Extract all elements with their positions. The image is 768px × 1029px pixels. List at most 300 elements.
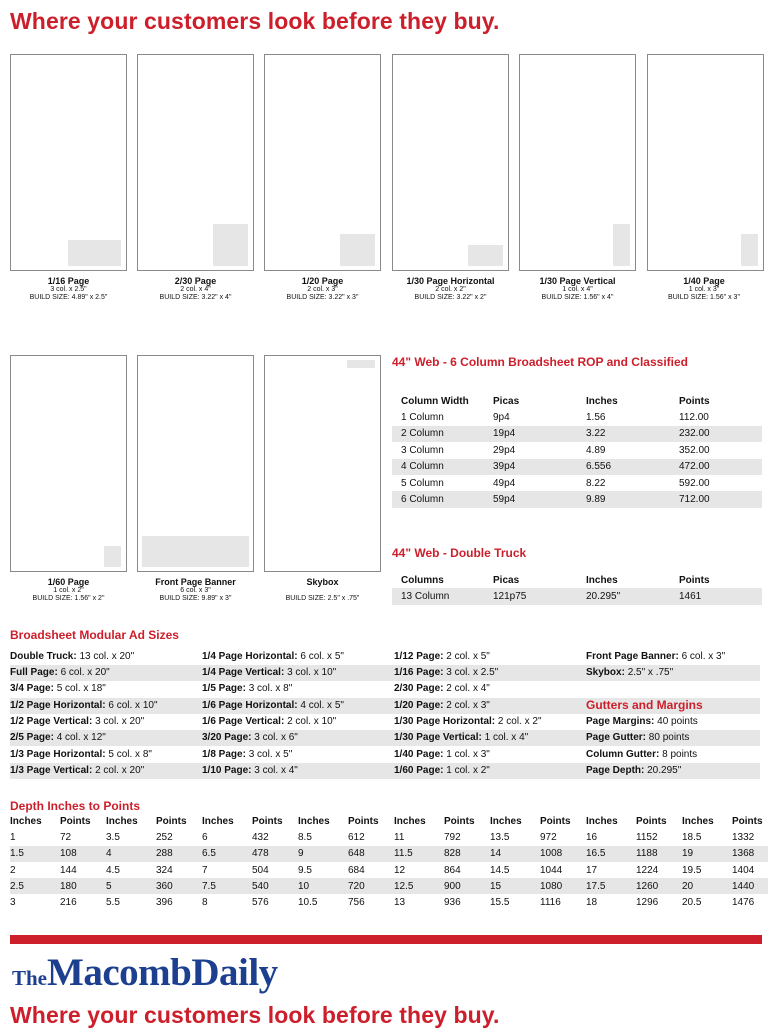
header-points: Points: [732, 815, 763, 827]
size-label: Front Page Banner:: [586, 651, 679, 662]
table-row: [10, 878, 768, 894]
caption-size: 2 col. x 3": [307, 286, 338, 294]
cell: 232.00: [679, 426, 762, 442]
size-entry: [586, 665, 673, 681]
cell: 13.5: [490, 831, 510, 843]
thumb-2-30-page: [137, 54, 254, 271]
logo-the: The: [12, 966, 48, 990]
size-value: 5 col. x 18": [56, 683, 106, 694]
size-value: 5 col. x 8": [108, 749, 152, 760]
size-value: 4 col. x 12": [56, 732, 106, 743]
size-value: 2 col. x 4": [446, 683, 490, 694]
size-label: 1/5 Page:: [202, 683, 246, 694]
table-row: [392, 588, 762, 604]
cell: 19p4: [493, 426, 586, 442]
size-label: Skybox:: [586, 667, 625, 678]
caption-title: 1/40 Page: [683, 276, 725, 286]
cell: 6: [202, 831, 208, 843]
cell: 20.295": [586, 588, 679, 604]
header-cell: Column Width: [401, 395, 469, 407]
cell: 15.5: [490, 897, 510, 909]
gutters-title-bg: [586, 681, 762, 697]
cell: 49p4: [493, 477, 516, 489]
header-inches: Inches: [10, 815, 42, 827]
truck-title: 44" Web - Double Truck: [392, 546, 527, 560]
table-header-row: [392, 393, 762, 409]
cell: 7.5: [202, 878, 252, 894]
size-value: 3 col. x 6": [254, 732, 298, 743]
gutter-label: Page Gutter:: [586, 732, 647, 743]
caption-size: 1 col. x 3": [688, 286, 720, 294]
truck-table: [392, 572, 762, 605]
cell: 11: [394, 831, 405, 843]
cell: 712.00: [679, 491, 762, 507]
size-label: 1/30 Page Vertical:: [394, 732, 482, 743]
cell: 252: [156, 831, 173, 843]
thumb-1-20-page: [264, 54, 381, 271]
cell: 5: [106, 878, 156, 894]
size-value: 3 col. x 5": [248, 749, 293, 760]
cell: 3.5: [106, 831, 120, 843]
caption-size: 2 col. x 2": [435, 286, 466, 294]
cell: 3.22: [586, 426, 679, 442]
size-value: 2 col. x 2": [497, 716, 542, 727]
size-value: 1 col. x 4": [484, 732, 529, 743]
cell: 720: [348, 878, 394, 894]
size-entry: [202, 714, 336, 730]
caption: [137, 276, 254, 302]
cell: 6.556: [586, 459, 679, 475]
header-points: Points: [252, 815, 283, 827]
cell: 12.5: [394, 878, 444, 894]
thumb-1-30-horizontal: [392, 54, 509, 271]
size-label: Full Page:: [10, 667, 58, 678]
cell: 112.00: [679, 412, 709, 424]
cell: 472.00: [679, 459, 762, 475]
cell: 4 Column: [392, 459, 493, 475]
cell: 360: [156, 878, 202, 894]
cell: 9.89: [586, 491, 679, 507]
table-row: [392, 442, 762, 458]
cell: 10: [298, 878, 348, 894]
caption-size: 1 col. x 4": [562, 286, 593, 294]
header-points: Points: [348, 815, 379, 827]
ad-area: [104, 546, 121, 567]
size-label: 1/10 Page:: [202, 765, 252, 776]
cell: 1044: [540, 864, 563, 876]
cell: 19: [682, 846, 732, 862]
cell: 4: [106, 846, 156, 862]
cell: 504: [252, 864, 269, 876]
size-label: 1/3 Page Horizontal:: [10, 749, 106, 760]
caption-build: BUILD SIZE: 3.22" x 3": [286, 294, 359, 302]
cell: 11.5: [394, 846, 444, 862]
cell: 59p4: [493, 491, 586, 507]
caption-title: Skybox: [306, 577, 339, 587]
header-inches: Inches: [106, 815, 138, 827]
size-label: 1/12 Page:: [394, 651, 444, 662]
cell: 17: [586, 864, 598, 876]
gutter-label: Page Margins:: [586, 716, 655, 727]
header-points: Points: [156, 815, 187, 827]
cell: 39p4: [493, 459, 586, 475]
size-label: 2/5 Page:: [10, 732, 54, 743]
caption: [264, 276, 381, 302]
size-value: 2 col. x 20": [95, 765, 145, 776]
size-value: 3 col. x 2.5": [446, 667, 499, 678]
cell: 9.5: [298, 864, 312, 876]
caption-title: 1/16 Page: [47, 276, 90, 286]
size-label: 1/6 Page Horizontal:: [202, 700, 298, 711]
caption-size: 2 col. x 4": [180, 286, 211, 294]
cell: 17.5: [586, 878, 636, 894]
logo-name: MacombDaily: [47, 951, 278, 994]
cell: 792: [444, 831, 461, 843]
cell: 4.89: [586, 444, 606, 456]
cell: 648: [348, 846, 394, 862]
header-inches: Inches: [586, 815, 618, 827]
cell: 612: [348, 831, 365, 843]
cell: 20.5: [682, 897, 702, 909]
header-points: Points: [444, 815, 475, 827]
size-entry: [394, 730, 528, 746]
rop-table: [392, 393, 762, 508]
cell: 1440: [732, 878, 768, 894]
size-label: 1/4 Page Horizontal:: [202, 651, 298, 662]
cell: 478: [252, 846, 298, 862]
cell: 7: [202, 864, 208, 876]
header-cell: Inches: [586, 574, 618, 586]
size-label: 3/20 Page:: [202, 732, 252, 743]
footer-headline: Where your customers look before they buy.: [10, 1002, 500, 1028]
table-row: [392, 491, 762, 507]
cell: 15: [490, 878, 540, 894]
thumb-1-30-vertical: [519, 54, 636, 271]
table-row: [392, 426, 762, 442]
size-entry: [202, 730, 298, 746]
cell: 14.5: [490, 864, 510, 876]
size-label: 1/2 Page Vertical:: [10, 716, 93, 727]
cell: 18.5: [682, 831, 702, 843]
table-row: [10, 846, 768, 862]
cell: 5 Column: [401, 477, 444, 489]
cell: 1.5: [10, 846, 60, 862]
size-label: 1/16 Page:: [394, 667, 444, 678]
thumb-1-60-page: [10, 355, 127, 572]
header-cell: Picas: [493, 395, 520, 407]
caption-title: 1/60 Page: [47, 577, 90, 587]
depth-table: [10, 813, 768, 911]
red-divider-bar: [10, 935, 762, 944]
gutter-value: 8 points: [662, 749, 698, 760]
size-entry: [394, 665, 498, 681]
macomb-daily-logo: [12, 950, 278, 995]
size-value: 13 col. x 20": [79, 651, 135, 662]
caption-build: BUILD SIZE: 2.5" x .75": [285, 595, 360, 603]
size-label: 1/8 Page:: [202, 749, 246, 760]
gutter-entry: [586, 747, 697, 763]
size-entry: [10, 681, 106, 697]
size-entry: [10, 698, 158, 714]
gutter-value: 80 points: [648, 732, 690, 743]
ad-area: [213, 224, 248, 266]
cell: 1404: [732, 864, 755, 876]
size-entry: [394, 681, 490, 697]
cell: 936: [444, 897, 461, 909]
size-entry: [10, 649, 134, 665]
gutter-entry: [586, 763, 681, 779]
size-value: 2 col. x 10": [287, 716, 337, 727]
cell: 1296: [636, 897, 659, 909]
ad-area: [613, 224, 630, 266]
ad-area: [741, 234, 758, 266]
cell: 16.5: [586, 846, 636, 862]
cell: 1368: [732, 846, 768, 862]
cell: 1461: [679, 588, 762, 604]
header-cell: Points: [679, 395, 710, 407]
size-value: 3 col. x 8": [248, 683, 293, 694]
size-entry: [202, 681, 292, 697]
cell: 900: [444, 878, 490, 894]
size-label: 1/4 Page Vertical:: [202, 667, 285, 678]
size-entry: [10, 714, 144, 730]
cell: 1008: [540, 846, 586, 862]
size-entry: [394, 763, 490, 779]
caption: [385, 276, 516, 302]
size-value: 6 col. x 10": [108, 700, 158, 711]
modular-title: Broadsheet Modular Ad Sizes: [10, 628, 179, 642]
caption: [137, 577, 254, 603]
cell: 13 Column: [392, 588, 493, 604]
size-entry: [394, 698, 490, 714]
cell: 16: [586, 831, 598, 843]
size-label: Double Truck:: [10, 651, 77, 662]
size-label: 1/20 Page:: [394, 700, 444, 711]
header-inches: Inches: [490, 815, 522, 827]
table-header-row: [10, 813, 768, 829]
cell: 1080: [540, 878, 586, 894]
thumb-1-40-page: [647, 54, 764, 271]
caption-title: 1/20 Page: [301, 276, 344, 286]
size-entry: [202, 698, 344, 714]
cell: 5.5: [106, 897, 120, 909]
cell: 8: [202, 897, 208, 909]
size-label: 2/30 Page:: [394, 683, 444, 694]
size-label: 1/6 Page Vertical:: [202, 716, 285, 727]
cell: 20: [682, 878, 732, 894]
cell: 8.5: [298, 831, 312, 843]
table-row: [10, 862, 768, 878]
size-entry: [10, 665, 110, 681]
size-value: 6 col. x 5": [300, 651, 344, 662]
caption-size: 1 col. x 2": [53, 587, 84, 595]
cell: 29p4: [493, 444, 516, 456]
size-entry: [394, 747, 490, 763]
cell: 9p4: [493, 412, 510, 424]
cell: 1116: [540, 897, 561, 909]
cell: 324: [156, 864, 173, 876]
header-points: Points: [540, 815, 571, 827]
caption-title: 1/30 Page Vertical: [539, 276, 616, 286]
cell: 3 Column: [401, 444, 444, 456]
size-label: 3/4 Page:: [10, 683, 54, 694]
header-inches: Inches: [298, 815, 330, 827]
cell: 1224: [636, 864, 659, 876]
size-entry: [202, 763, 298, 779]
caption: [10, 276, 127, 302]
ad-area: [340, 234, 375, 266]
gutters-title: Gutters and Margins: [586, 698, 703, 712]
caption-build: BUILD SIZE: 1.56" x 3": [668, 294, 740, 302]
gutter-value: 20.295": [647, 765, 682, 776]
caption-build: BUILD SIZE: 1.56" x 4": [541, 294, 614, 302]
cell: 1152: [636, 831, 658, 843]
cell: 432: [252, 831, 269, 843]
size-label: 1/3 Page Vertical:: [10, 765, 93, 776]
table-row: [392, 409, 762, 425]
thumb-skybox: [264, 355, 381, 572]
size-label: 1/2 Page Horizontal:: [10, 700, 106, 711]
size-label: 1/60 Page:: [394, 765, 444, 776]
size-value: 2.5" x .75": [627, 667, 674, 678]
cell: 121p75: [493, 588, 586, 604]
table-row: [392, 459, 762, 475]
cell: 72: [60, 831, 72, 843]
cell: 6.5: [202, 846, 252, 862]
table-header-row: [392, 572, 762, 588]
caption-build: BUILD SIZE: 3.22" x 4": [159, 294, 232, 302]
cell: 352.00: [679, 444, 710, 456]
cell: 864: [444, 864, 461, 876]
cell: 1188: [636, 846, 682, 862]
size-value: 2 col. x 3": [446, 700, 490, 711]
size-value: 4 col. x 5": [300, 700, 344, 711]
cell: 180: [60, 878, 106, 894]
cell: 3: [10, 897, 16, 909]
caption: [645, 276, 763, 302]
cell: 1.56: [586, 412, 606, 424]
header-inches: Inches: [394, 815, 426, 827]
caption-size: 3 col. x 2.5": [50, 286, 87, 294]
headline: Where your customers look before they buy.: [10, 8, 500, 34]
gutter-entry: [586, 714, 698, 730]
ad-area: [142, 536, 249, 567]
cell: 1332: [732, 831, 755, 843]
gutter-label: Page Depth:: [586, 765, 645, 776]
rop-title: 44" Web - 6 Column Broadsheet ROP and Classified: [392, 355, 688, 369]
caption-build: BUILD SIZE: 4.89" x 2.5": [29, 294, 108, 302]
cell: 684: [348, 864, 365, 876]
size-entry: [202, 747, 292, 763]
ad-area: [347, 360, 375, 368]
cell: 108: [60, 846, 106, 862]
size-entry: [10, 730, 106, 746]
header-cell: Picas: [493, 574, 520, 586]
cell: 756: [348, 897, 365, 909]
cell: 13: [394, 897, 406, 909]
cell: 216: [60, 897, 77, 909]
cell: 576: [252, 897, 269, 909]
caption-size: [264, 587, 381, 595]
thumb-1-16-page: [10, 54, 127, 271]
size-label: 1/40 Page:: [394, 749, 444, 760]
size-value: 1 col. x 3": [446, 749, 490, 760]
caption: [514, 276, 641, 302]
caption-build: BUILD SIZE: 1.56" x 2": [32, 595, 105, 603]
cell: 2.5: [10, 878, 60, 894]
table-row: [10, 829, 768, 845]
cell: 972: [540, 831, 557, 843]
cell: 9: [298, 846, 348, 862]
depth-title: Depth Inches to Points: [10, 799, 141, 813]
thumb-front-page-banner: [137, 355, 254, 572]
header-inches: Inches: [682, 815, 714, 827]
cell: 10.5: [298, 897, 318, 909]
cell: 1260: [636, 878, 682, 894]
cell: 14: [490, 846, 540, 862]
cell: 8.22: [586, 477, 606, 489]
caption-build: BUILD SIZE: 9.89" x 3": [159, 595, 232, 603]
cell: 2 Column: [392, 426, 493, 442]
size-entry: [394, 714, 542, 730]
table-row: [10, 894, 768, 910]
caption-title: 2/30 Page: [174, 276, 217, 286]
cell: 1 Column: [401, 412, 444, 424]
size-label: 1/30 Page Horizontal:: [394, 716, 496, 727]
cell: 2: [10, 864, 16, 876]
header-cell: Points: [679, 574, 710, 586]
ad-area: [468, 245, 503, 266]
cell: 592.00: [679, 477, 710, 489]
header-cell: Inches: [586, 395, 618, 407]
cell: 144: [60, 864, 77, 876]
caption-build: BUILD SIZE: 3.22" x 2": [414, 294, 487, 302]
gutter-entry: [586, 730, 689, 746]
cell: 12: [394, 864, 406, 876]
size-value: 3 col. x 10": [287, 667, 337, 678]
cell: 1: [10, 831, 16, 843]
header-cell: Columns: [401, 574, 444, 586]
size-entry: [10, 763, 144, 779]
header-inches: Inches: [202, 815, 234, 827]
cell: 540: [252, 878, 298, 894]
cell: 4.5: [106, 864, 120, 876]
caption-title: 1/30 Page Horizontal: [406, 276, 495, 286]
cell: 828: [444, 846, 490, 862]
cell: 1476: [732, 897, 755, 909]
cell: 19.5: [682, 864, 702, 876]
caption: [10, 577, 127, 603]
size-entry: [10, 747, 152, 763]
cell: 6 Column: [392, 491, 493, 507]
ad-area: [68, 240, 121, 266]
header-points: Points: [636, 815, 667, 827]
table-row: [392, 475, 762, 491]
size-entry: [202, 665, 336, 681]
caption-title: Front Page Banner: [155, 577, 236, 587]
size-entry: [394, 649, 490, 665]
cell: 18: [586, 897, 598, 909]
size-value: 2 col. x 5": [446, 651, 490, 662]
size-value: 3 col. x 20": [95, 716, 145, 727]
cell: 288: [156, 846, 202, 862]
caption-size: 6 col. x 3": [180, 587, 211, 595]
size-value: 3 col. x 4": [254, 765, 298, 776]
size-entry: [586, 649, 725, 665]
size-entry: [202, 649, 344, 665]
size-value: 6 col. x 3": [681, 651, 726, 662]
gutter-label: Column Gutter:: [586, 749, 660, 760]
